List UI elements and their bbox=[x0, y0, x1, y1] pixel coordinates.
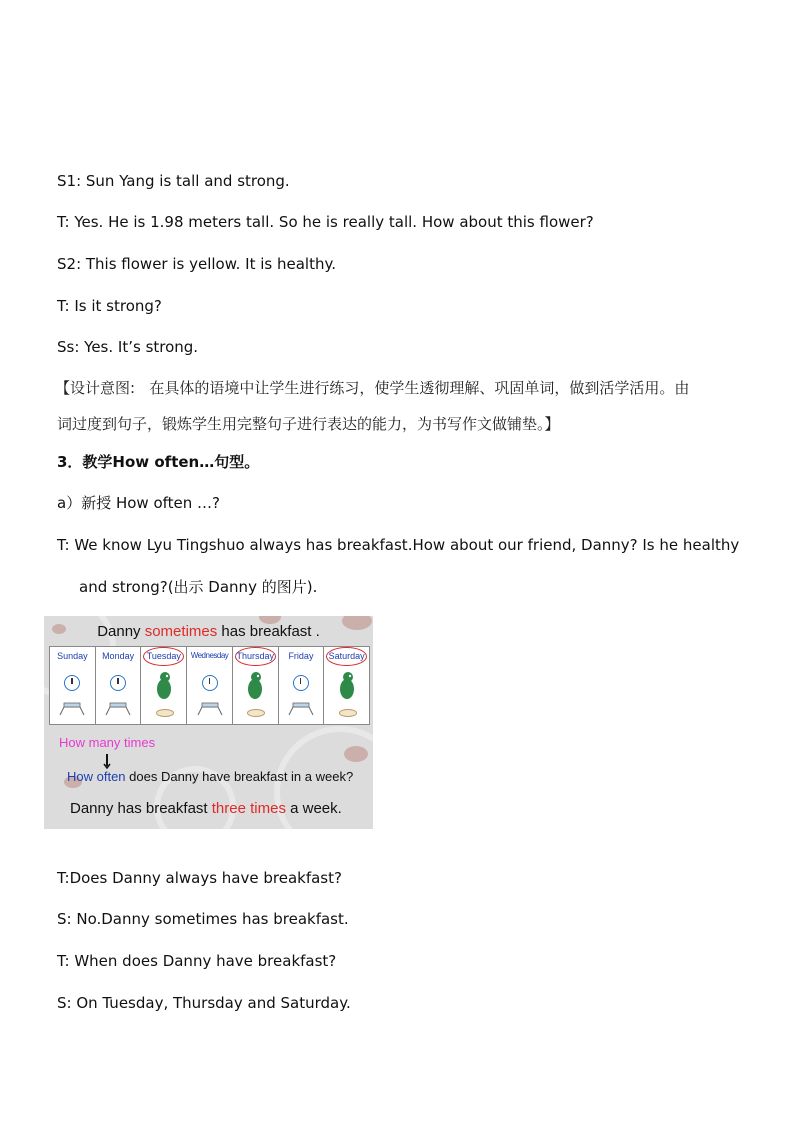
day-label: Monday bbox=[102, 651, 135, 661]
breakfast-plate-icon bbox=[156, 709, 174, 717]
day-label: Friday bbox=[288, 651, 314, 661]
how-often-phrase: How often bbox=[67, 769, 126, 784]
empty-table-icon bbox=[196, 699, 224, 717]
danny-breakfast-slide bbox=[44, 616, 373, 829]
dinosaur-icon bbox=[155, 671, 173, 701]
clock-icon bbox=[64, 675, 80, 691]
empty-table-icon bbox=[104, 699, 132, 717]
dinosaur-icon bbox=[246, 671, 264, 701]
design-intent-note bbox=[55, 378, 689, 398]
answer-three-times: three times bbox=[211, 800, 286, 817]
dialogue-line-t-know: T: We know Lyu Tingshuo always has breakfast.How about our friend, Danny? Is he healthy bbox=[57, 536, 740, 554]
answer-part: Danny has breakfast bbox=[70, 800, 212, 817]
dialogue-line-t-strong: T: Is it strong? bbox=[57, 297, 162, 315]
answer-sentence bbox=[70, 800, 342, 817]
day-label: Thursday bbox=[236, 651, 274, 661]
slide-title-part: has breakfast . bbox=[217, 623, 320, 640]
dialogue-line-s2: S2: This flower is yellow. It is healthy. bbox=[57, 255, 336, 273]
design-intent-note-2: 词过度到句子，锻炼学生用完整句子进行表达的能力，为书写作文做铺垫。】 bbox=[57, 415, 560, 433]
clock-icon bbox=[110, 675, 126, 691]
breakfast-plate-icon bbox=[247, 709, 265, 717]
answer-part: a week. bbox=[285, 800, 342, 817]
dialogue-line-ss: Ss: Yes. It’s strong. bbox=[57, 338, 199, 356]
day-monday bbox=[96, 647, 142, 724]
empty-table-icon bbox=[287, 699, 315, 717]
slide-title-part: Danny bbox=[97, 623, 145, 640]
dialogue-line-t-does: T:Does Danny always have breakfast? bbox=[57, 869, 342, 887]
slide-title bbox=[44, 623, 373, 640]
arrow-down-icon bbox=[102, 753, 112, 769]
empty-table-icon bbox=[58, 699, 86, 717]
day-label: Wednesday bbox=[190, 651, 229, 660]
day-sunday bbox=[50, 647, 96, 724]
how-many-times-label: How many times bbox=[59, 735, 156, 750]
how-often-question bbox=[67, 769, 353, 784]
day-label: Tuesday bbox=[146, 651, 181, 661]
dialogue-line-t-height: T: Yes. He is 1.98 meters tall. So he is really tall. How about this flower? bbox=[57, 213, 594, 231]
question-rest: does Danny have breakfast in a week? bbox=[125, 769, 354, 784]
note-bracket: 【 bbox=[55, 379, 71, 397]
dialogue-line-t-when: T: When does Danny have breakfast? bbox=[57, 952, 337, 970]
note-label: 设计意图: bbox=[70, 379, 136, 397]
day-saturday bbox=[324, 647, 369, 724]
breakfast-plate-icon bbox=[339, 709, 357, 717]
day-friday bbox=[279, 647, 325, 724]
dialogue-line-s1: S1: Sun Yang is tall and strong. bbox=[57, 172, 290, 190]
day-label: Sunday bbox=[57, 651, 88, 661]
day-thursday bbox=[233, 647, 279, 724]
clock-icon bbox=[293, 675, 309, 691]
dialogue-line-s-no: S: No.Danny sometimes has breakfast. bbox=[57, 910, 349, 928]
dialogue-line-s-on: S: On Tuesday, Thursday and Saturday. bbox=[57, 994, 351, 1012]
dialogue-line-t-know-cont: and strong?(出示 Danny 的图片). bbox=[79, 578, 318, 596]
step-a-heading: a）新授 How often …? bbox=[57, 494, 220, 512]
day-wednesday bbox=[187, 647, 233, 724]
dinosaur-icon bbox=[338, 671, 356, 701]
step-3-heading: 3．教学How often…句型。 bbox=[57, 453, 260, 471]
slide-title-sometimes: sometimes bbox=[144, 623, 218, 640]
clock-icon bbox=[202, 675, 218, 691]
week-table bbox=[49, 646, 370, 725]
day-label: Saturday bbox=[328, 651, 365, 661]
day-tuesday bbox=[141, 647, 187, 724]
note-text-1: 在具体的语境中让学生进行练习，使学生透彻理解、巩固单词，做到活学活用。由 bbox=[149, 379, 690, 397]
